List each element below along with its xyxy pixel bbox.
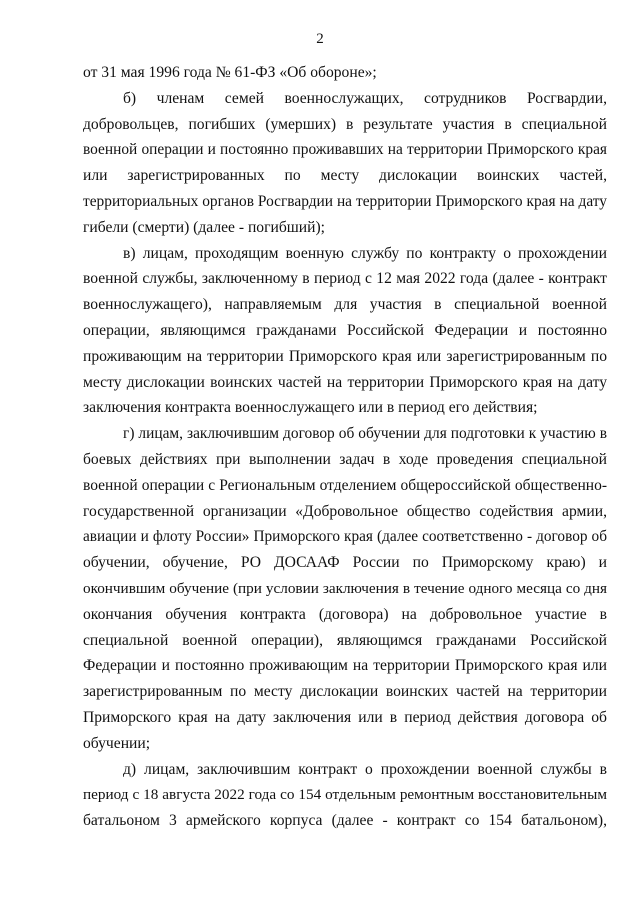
- text-line: от 31 мая 1996 года № 61-ФЗ «Об обороне»;: [83, 64, 377, 81]
- text-line: месту дислокации воинских частей на территории Приморского края на дату: [83, 373, 607, 391]
- text-line: б) членам семей военнослужащих, сотрудников Росгвардии,: [123, 89, 607, 107]
- text-line: Приморского края на дату заключения или в период действия договора об: [83, 708, 607, 726]
- text-line: д) лицам, заключившим контракт о прохождении военной службы в: [123, 760, 607, 778]
- text-line: Федерации и постоянно проживающим на территории Приморского края или: [83, 657, 607, 675]
- text-line: авиации и флоту России» Приморского края (далее соответственно - договор об: [83, 528, 607, 546]
- text-line: военной операции с Региональным отделением общероссийской общественно-: [83, 476, 607, 494]
- text-line: военной службы, заключенному в период с 12 мая 2022 года (далее - контракт: [83, 270, 607, 288]
- text-line: г) лицам, заключившим договор об обучении для подготовки к участию в: [123, 425, 607, 443]
- text-line: проживающим на территории Приморского края или зарегистрированным по: [83, 347, 607, 365]
- text-line: боевых действиях при выполнении задач в ходе проведения специальной: [83, 450, 607, 468]
- text-line: военной операции и постоянно проживавших на территории Приморского края: [83, 141, 607, 159]
- text-line: обучении;: [83, 734, 151, 752]
- text-line: период с 18 августа 2022 года со 154 отдельным ремонтным восстановительным: [83, 786, 607, 804]
- page-number: 2: [316, 31, 324, 47]
- text-line: в) лицам, проходящим военную службу по контракту о прохождении: [123, 244, 607, 262]
- text-line: обучении, обучение, РО ДОСААФ России по Приморскому краю) и: [83, 554, 607, 572]
- text-line: добровольцев, погибших (умерших) в результате участия в специальной: [83, 115, 607, 133]
- text-line: территориальных органов Росгвардии на территории Приморского края на дату: [83, 192, 607, 210]
- text-line: операции, являющимся гражданами Российской Федерации и постоянно: [83, 321, 607, 339]
- text-line: окончания обучения контракта (договора) на добровольное участие в: [83, 605, 607, 623]
- text-line: окончившим обучение (при условии заключения в течение одного месяца со дня: [83, 579, 607, 597]
- document-body: [83, 60, 607, 834]
- text-line: заключения контракта военнослужащего или в период его действия;: [83, 399, 538, 417]
- text-line: гибели (смерти) (далее - погибший);: [83, 218, 325, 236]
- text-line: военнослужащего), направляемым для участия в специальной военной: [83, 296, 607, 314]
- text-line: батальоном 3 армейского корпуса (далее - контракт со 154 батальоном),: [83, 812, 607, 830]
- text-line: или зарегистрированных по месту дислокации воинских частей,: [83, 167, 607, 185]
- text-line: специальной военной операции), являющимся гражданами Российской: [83, 631, 607, 649]
- text-line: государственной организации «Добровольное общество содействия армии,: [83, 502, 607, 520]
- text-line: зарегистрированным по месту дислокации воинских частей на территории: [83, 683, 607, 701]
